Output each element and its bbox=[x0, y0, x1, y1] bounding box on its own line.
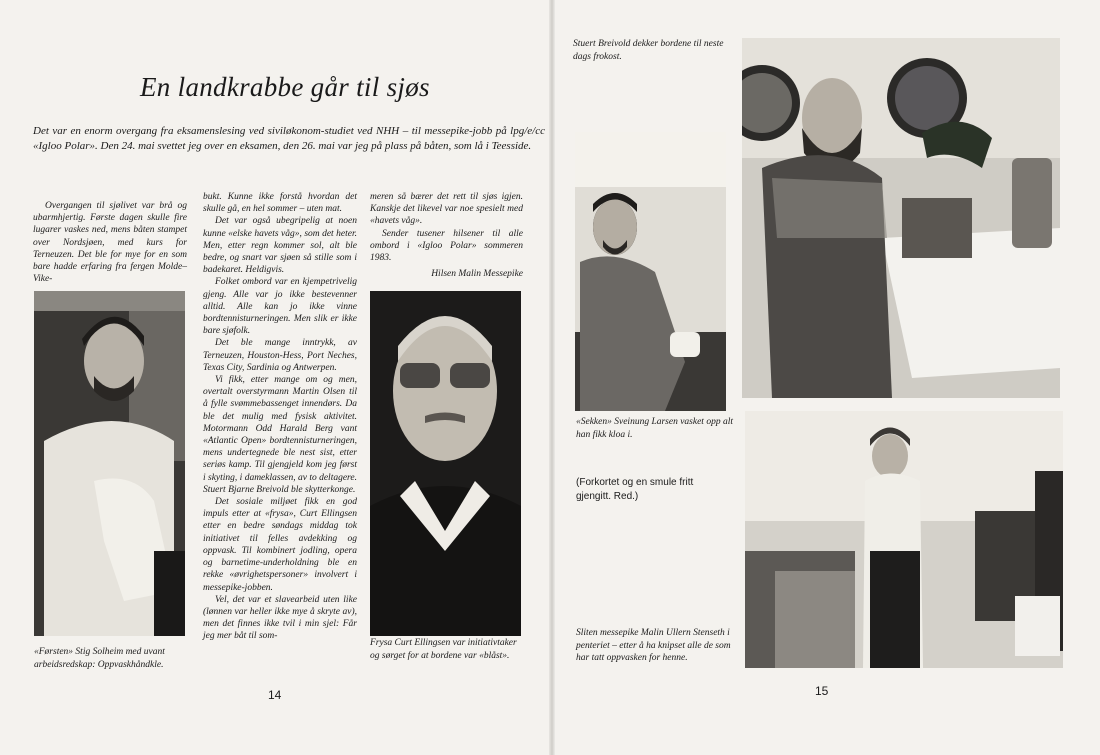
paragraph: Folket ombord var en kjempetrivelig gjeng. Alle var jo ikke bestevenner alltid. Alle kan jo ikke vinne bordtennisturneringen. Men slik er ikke bare sjøfolk. bbox=[203, 277, 357, 337]
photo-malin-stenseth bbox=[745, 411, 1063, 668]
paragraph: Sender tusener hilsener til alle ombord i «Igloo Polar» sommeren 1983. bbox=[370, 228, 523, 264]
text-column-1 bbox=[33, 200, 187, 285]
page-number-left: 14 bbox=[268, 688, 282, 702]
paragraph: meren så bærer det rett til sjøs igjen. Kanskje det likevel var noe spesielt med «havets våg». bbox=[370, 192, 523, 227]
text-column-2 bbox=[203, 191, 357, 643]
page-gutter bbox=[549, 0, 555, 755]
paragraph: Det ble mange inntrykk, av Terneuzen, Houston-Hess, Port Neches, Texas City, Sardinia og Antwerpen. bbox=[203, 338, 357, 373]
signature: Hilsen Malin Messepike bbox=[431, 269, 523, 280]
paragraph: Det sosiale miljøet fikk en god impuls etter at «frysa», Curt Ellingsen etter en bedre søndags middag tok initiativet til felles avdekking og oppvask. Til kombinert jodling, opera og barnetime-underholdning ble en rekke «øvrighetspersoner» involvert i messepike-jobben. bbox=[203, 497, 357, 593]
caption-breivold: Stuert Breivold dekker bordene til neste dags frokost. bbox=[573, 39, 724, 62]
paragraph: bukt. Kunne ikke forstå hvordan det skulle gå, en hel sommer – uten mat. bbox=[203, 192, 357, 215]
paragraph: Vi fikk, etter mange om og men, overtalt overstyrmann Martin Olsen til å fylle svømmebassenget innendørs. Da ble det mulig med fysisk aktivitet. Motormann Odd Harald Berg vant «Atlantic Open» bordtennisturneringen, mens undertegnede ble nest sist, etter seriøs kamp. Til gjengjeld kom jeg først i skyting, i dameklassen, av to deltagere. Stuert Bjarne Breivold ble skytterkonge. bbox=[203, 375, 357, 495]
paragraph: Overgangen til sjølivet var brå og ubarmhjertig. Første dagen skulle fire lugarer vaskes ned, mens båten stampet over Nordsjøen, med kurs for Terneuzen. Det ble for mye for en som bare hadde erfaring fra fergen Molde–Vike- bbox=[33, 201, 187, 285]
page-number-right: 15 bbox=[815, 684, 829, 698]
photo-curt-ellingsen bbox=[370, 291, 521, 636]
caption-curt-ellingsen: Frysa Curt Ellingsen var initiativtaker og sørget for at bordene var «blåst». bbox=[370, 638, 517, 661]
photo-sveinung-larsen bbox=[575, 132, 726, 411]
caption-sveinung-larsen: «Sekken» Sveinung Larsen vasket opp alt han fikk kloa i. bbox=[576, 417, 733, 440]
article-title: En landkrabbe går til sjøs bbox=[140, 72, 430, 102]
paragraph: Vel, det var et slavearbeid uten like (lønnen var heller ikke mye å skryte av), men det finnes ikke tvil i min sjel: Får jeg mer båt til som- bbox=[203, 594, 357, 642]
caption-malin-stenseth: Sliten messepike Malin Ullern Stenseth i penteriet – etter å ha knipset alle de som har tatt oppvasken for henne. bbox=[576, 628, 731, 663]
photo-stig-solheim bbox=[34, 291, 185, 636]
paragraph: Det var også ubegripelig at noen kunne «elske havets våg», som det heter. Men, etter regn kommer sol, alt ble bedre, og snart var sjøen så stille som i badekaret. Heldigvis. bbox=[203, 216, 357, 276]
caption-stig-solheim: «Førsten» Stig Solheim med uvant arbeidsredskap: Oppvaskhåndkle. bbox=[34, 647, 165, 670]
photo-stuert-breivold bbox=[742, 38, 1060, 398]
article-intro: Det var en enorm overgang fra eksamenslesing ved siviløkonom-studiet ved NHH – til messepike-jobb på lpg/e/cc «Igloo Polar». Den 24. mai svettet jeg over en eksamen, den 26. mai var jeg på plass på båten, som lå i Teesside. bbox=[33, 125, 545, 152]
editor-note: (Forkortet og en smule fritt gjengitt. Red.) bbox=[576, 477, 694, 502]
text-column-3 bbox=[370, 191, 523, 280]
